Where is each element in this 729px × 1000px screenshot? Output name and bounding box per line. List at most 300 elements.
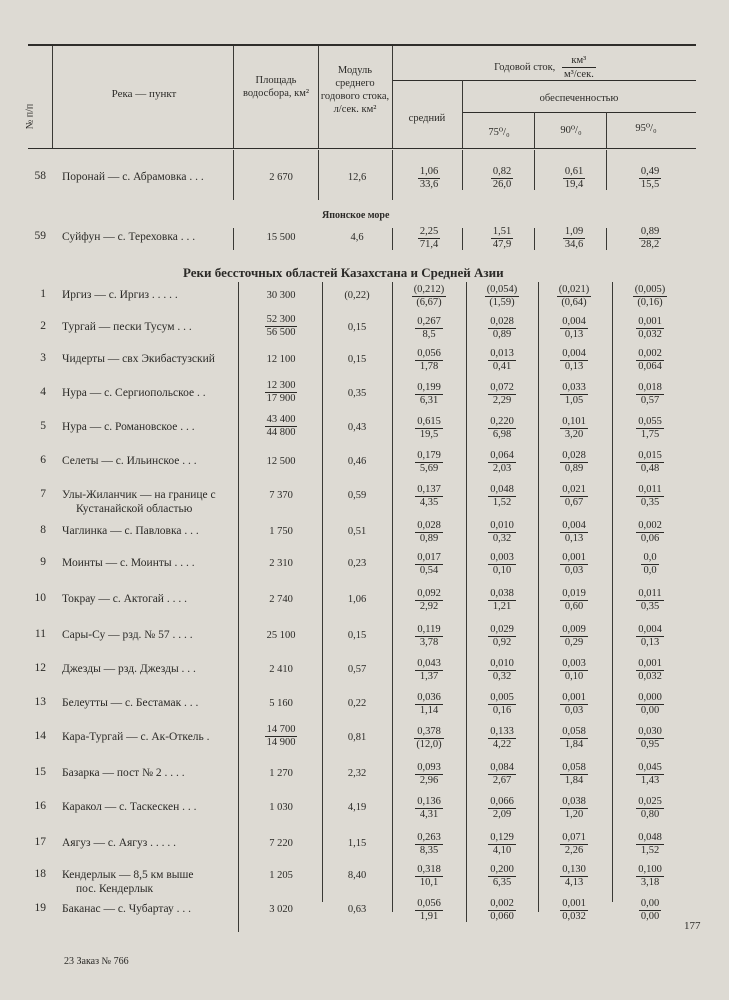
runoff-volume-km3: 0,084 bbox=[490, 762, 514, 773]
sea-subheading: Японское море bbox=[322, 210, 390, 221]
row-number: 7 bbox=[40, 488, 46, 500]
runoff-discharge-m3s: 2,29 bbox=[492, 395, 512, 406]
runoff-discharge-m3s: 0,80 bbox=[640, 809, 660, 820]
runoff-mean-cell bbox=[396, 658, 462, 683]
river-point bbox=[62, 868, 193, 896]
runoff-volume-km3: 0,267 bbox=[417, 316, 441, 327]
row-number: 10 bbox=[34, 592, 46, 604]
module-value: 0,57 bbox=[347, 664, 367, 675]
module-value: 0,22 bbox=[347, 698, 367, 709]
body-divider bbox=[322, 282, 323, 902]
river-line: Базарка — пост № 2 . . . . bbox=[62, 767, 185, 779]
area-value-bottom: 17 900 bbox=[266, 393, 296, 404]
runoff-mean-cell bbox=[396, 624, 462, 649]
row-number: 8 bbox=[40, 524, 46, 536]
river-line: Токрау — с. Актогай . . . . bbox=[62, 593, 187, 605]
river-point bbox=[62, 800, 196, 814]
runoff-discharge-m3s: 0,13 bbox=[640, 637, 660, 648]
runoff-volume-km3: 0,001 bbox=[562, 898, 586, 909]
runoff-volume-km3: 0,119 bbox=[417, 624, 441, 635]
runoff-volume-km3: 0,101 bbox=[562, 416, 586, 427]
runoff-p95-cell bbox=[614, 726, 686, 751]
river-line: Джезды — рзд. Джезды . . . bbox=[62, 663, 196, 675]
runoff-discharge-m3s: 0,41 bbox=[492, 361, 512, 372]
river-point bbox=[62, 556, 195, 570]
runoff-discharge-m3s: 2,67 bbox=[492, 775, 512, 786]
runoff-mean-cell bbox=[396, 348, 462, 373]
row-number: 15 bbox=[34, 766, 46, 778]
runoff-volume-km3: 0,004 bbox=[562, 348, 586, 359]
runoff-volume-km3: 0,018 bbox=[638, 382, 662, 393]
river-point bbox=[62, 420, 195, 434]
runoff-p75-cell bbox=[468, 226, 536, 251]
runoff-discharge-m3s: 2,03 bbox=[492, 463, 512, 474]
runoff-p90-cell bbox=[540, 226, 608, 251]
runoff-p75-cell bbox=[468, 692, 536, 717]
provision-subheader-rule bbox=[462, 112, 696, 113]
runoff-discharge-m3s: 0,67 bbox=[564, 497, 584, 508]
runoff-discharge-m3s: 1,37 bbox=[419, 671, 439, 682]
printer-signature: 23 Заказ № 766 bbox=[64, 956, 129, 967]
header-module: Модуль среднего годового стока, л/сек. км² bbox=[320, 65, 390, 115]
header-mean: средний bbox=[408, 113, 446, 124]
runoff-discharge-m3s: 0,060 bbox=[490, 911, 514, 922]
runoff-p75-cell bbox=[468, 416, 536, 441]
runoff-p90-cell bbox=[540, 552, 608, 577]
module-value: 0,15 bbox=[347, 322, 367, 333]
river-line: Поронай — с. Абрамовка . . . bbox=[62, 171, 204, 183]
runoff-volume-km3: 0,058 bbox=[562, 726, 586, 737]
module-value: 4,6 bbox=[350, 232, 364, 243]
runoff-p95-cell bbox=[614, 484, 686, 509]
area-value: 2 670 bbox=[269, 172, 293, 183]
runoff-p90-cell bbox=[540, 484, 608, 509]
runoff-discharge-m3s: 8,35 bbox=[419, 845, 439, 856]
area-value-bottom: 44 800 bbox=[266, 427, 296, 438]
runoff-volume-km3: 0,002 bbox=[638, 520, 662, 531]
runoff-discharge-m3s: 28,2 bbox=[640, 239, 660, 250]
runoff-mean-cell bbox=[396, 284, 462, 309]
header-75: 75⁰/₀ bbox=[488, 127, 510, 138]
runoff-discharge-m3s: 0,13 bbox=[564, 533, 584, 544]
runoff-volume-km3: 0,220 bbox=[490, 416, 514, 427]
runoff-mean-cell bbox=[396, 520, 462, 545]
runoff-mean-cell bbox=[396, 316, 462, 341]
runoff-volume-km3: 0,021 bbox=[562, 484, 586, 495]
header-divider bbox=[462, 80, 463, 148]
runoff-volume-km3: 0,045 bbox=[638, 762, 662, 773]
area-value: 2 310 bbox=[269, 558, 293, 569]
runoff-p75-cell bbox=[468, 382, 536, 407]
runoff-discharge-m3s: 0,32 bbox=[492, 533, 512, 544]
runoff-discharge-m3s: 19,4 bbox=[564, 179, 584, 190]
runoff-discharge-m3s: 0,10 bbox=[564, 671, 584, 682]
runoff-discharge-m3s: 1,84 bbox=[564, 775, 584, 786]
runoff-volume-km3: 0,011 bbox=[638, 484, 662, 495]
area-value: 12 100 bbox=[266, 354, 296, 365]
header-divider bbox=[534, 112, 535, 148]
table-top-rule bbox=[28, 44, 696, 46]
header-runoff bbox=[400, 54, 690, 81]
row-number: 13 bbox=[34, 696, 46, 708]
runoff-discharge-m3s: 4,13 bbox=[564, 877, 584, 888]
runoff-volume-km3: 0,82 bbox=[492, 166, 512, 177]
runoff-mean-cell bbox=[396, 832, 462, 857]
module-value: 0,51 bbox=[347, 526, 367, 537]
river-line: Нура — с. Романовское . . . bbox=[62, 421, 195, 433]
body-divider bbox=[233, 228, 234, 250]
river-point bbox=[62, 524, 199, 538]
runoff-discharge-m3s: 0,032 bbox=[638, 671, 662, 682]
runoff-p90-cell bbox=[540, 450, 608, 475]
body-divider bbox=[233, 150, 234, 200]
runoff-volume-km3: 0,048 bbox=[490, 484, 514, 495]
runoff-discharge-m3s: 3,78 bbox=[419, 637, 439, 648]
runoff-discharge-m3s: 34,6 bbox=[564, 239, 584, 250]
header-runoff-unit-bottom: м³/сек. bbox=[563, 69, 594, 80]
runoff-discharge-m3s: 0,0 bbox=[643, 565, 657, 576]
runoff-p95-cell bbox=[614, 796, 686, 821]
runoff-discharge-m3s: 0,032 bbox=[562, 911, 586, 922]
runoff-p95-cell bbox=[614, 348, 686, 373]
runoff-volume-km3: 0,133 bbox=[490, 726, 514, 737]
row-number: 16 bbox=[34, 800, 46, 812]
runoff-volume-km3: 0,00 bbox=[640, 898, 660, 909]
river-point bbox=[62, 628, 193, 642]
header-divider bbox=[318, 46, 319, 148]
body-divider bbox=[318, 150, 319, 200]
runoff-volume-km3: 0,038 bbox=[562, 796, 586, 807]
runoff-volume-km3: 0,010 bbox=[490, 658, 514, 669]
runoff-discharge-m3s: 0,03 bbox=[564, 705, 584, 716]
header-number: № п/п bbox=[24, 103, 36, 130]
module-value: 1,15 bbox=[347, 838, 367, 849]
runoff-mean-cell bbox=[396, 484, 462, 509]
runoff-discharge-m3s: 4,22 bbox=[492, 739, 512, 750]
runoff-p75-cell bbox=[468, 864, 536, 889]
header-area: Площадь водосбора, км² bbox=[242, 75, 310, 99]
river-point bbox=[62, 352, 215, 366]
runoff-p90-cell bbox=[540, 348, 608, 373]
runoff-discharge-m3s: 1,52 bbox=[640, 845, 660, 856]
runoff-p75-cell bbox=[468, 588, 536, 613]
runoff-volume-km3: 0,028 bbox=[490, 316, 514, 327]
runoff-discharge-m3s: 0,13 bbox=[564, 329, 584, 340]
river-line: Улы-Жиланчик — на границе с bbox=[62, 489, 216, 501]
runoff-discharge-m3s: (0,16) bbox=[637, 297, 663, 308]
river-point bbox=[62, 696, 198, 710]
runoff-discharge-m3s: 0,60 bbox=[564, 601, 584, 612]
runoff-p90-cell bbox=[540, 316, 608, 341]
runoff-p90-cell bbox=[540, 762, 608, 787]
runoff-p75-cell bbox=[468, 898, 536, 923]
river-line: Чидерты — свх Экибастузский bbox=[62, 353, 215, 365]
river-point bbox=[62, 592, 187, 606]
header-runoff-title: Годовой сток, bbox=[494, 61, 556, 73]
runoff-volume-km3: 0,038 bbox=[490, 588, 514, 599]
header-river: Река — пункт bbox=[111, 88, 177, 100]
runoff-volume-km3: 0,004 bbox=[638, 624, 662, 635]
runoff-p95-cell bbox=[614, 382, 686, 407]
river-line: Суйфун — с. Тереховка . . . bbox=[62, 231, 196, 243]
runoff-discharge-m3s: 0,32 bbox=[492, 671, 512, 682]
runoff-volume-km3: 0,055 bbox=[638, 416, 662, 427]
runoff-volume-km3: 0,017 bbox=[417, 552, 441, 563]
header-divider bbox=[606, 112, 607, 148]
runoff-p75-cell bbox=[468, 796, 536, 821]
runoff-p90-cell bbox=[540, 726, 608, 751]
runoff-mean-cell bbox=[396, 864, 462, 889]
row-number: 18 bbox=[34, 868, 46, 880]
runoff-p90-cell bbox=[540, 898, 608, 923]
runoff-discharge-m3s: 0,89 bbox=[492, 329, 512, 340]
runoff-p75-cell bbox=[468, 762, 536, 787]
runoff-volume-km3: 0,071 bbox=[562, 832, 586, 843]
runoff-discharge-m3s: 2,96 bbox=[419, 775, 439, 786]
runoff-volume-km3: 0,100 bbox=[638, 864, 662, 875]
runoff-volume-km3: 0,136 bbox=[417, 796, 441, 807]
header-90: 90⁰/₀ bbox=[560, 125, 582, 136]
river-point bbox=[62, 454, 197, 468]
runoff-p95-cell bbox=[614, 552, 686, 577]
river-line-continued: Кустанайской областью bbox=[76, 503, 193, 515]
area-value: 30 300 bbox=[266, 290, 296, 301]
runoff-discharge-m3s: 0,57 bbox=[640, 395, 660, 406]
runoff-mean-cell bbox=[396, 726, 462, 751]
runoff-volume-km3: 0,064 bbox=[490, 450, 514, 461]
runoff-p95-cell bbox=[614, 450, 686, 475]
runoff-p90-cell bbox=[540, 382, 608, 407]
runoff-discharge-m3s: 8,5 bbox=[422, 329, 436, 340]
area-value-top: 43 400 bbox=[266, 414, 296, 425]
page-number: 177 bbox=[684, 920, 701, 932]
area-value-top: 52 300 bbox=[266, 314, 296, 325]
runoff-volume-km3: 0,61 bbox=[564, 166, 584, 177]
runoff-volume-km3: 1,09 bbox=[564, 226, 584, 237]
river-line: Белеутты — с. Бестамак . . . bbox=[62, 697, 199, 709]
runoff-p90-cell bbox=[540, 284, 608, 309]
runoff-discharge-m3s: 0,00 bbox=[640, 705, 660, 716]
runoff-discharge-m3s: 26,0 bbox=[492, 179, 512, 190]
runoff-discharge-m3s: 0,35 bbox=[640, 497, 660, 508]
row-number: 5 bbox=[40, 420, 46, 432]
area-value-bottom: 14 900 bbox=[266, 737, 296, 748]
runoff-p90-cell bbox=[540, 520, 608, 545]
runoff-volume-km3: 0,092 bbox=[417, 588, 441, 599]
runoff-mean-cell bbox=[396, 796, 462, 821]
runoff-p75-cell bbox=[468, 316, 536, 341]
header-divider bbox=[52, 46, 53, 148]
runoff-discharge-m3s: 1,43 bbox=[640, 775, 660, 786]
runoff-volume-km3: 0,0 bbox=[643, 552, 657, 563]
runoff-discharge-m3s: 0,35 bbox=[640, 601, 660, 612]
module-value: 1,06 bbox=[347, 594, 367, 605]
row-number: 2 bbox=[40, 320, 46, 332]
runoff-discharge-m3s: 15,5 bbox=[640, 179, 660, 190]
runoff-volume-km3: 0,005 bbox=[490, 692, 514, 703]
runoff-discharge-m3s: 0,89 bbox=[564, 463, 584, 474]
river-line: Иргиз — с. Иргиз . . . . . bbox=[62, 289, 178, 301]
body-divider bbox=[612, 282, 613, 902]
runoff-volume-km3: 0,033 bbox=[562, 382, 586, 393]
runoff-volume-km3: 0,011 bbox=[638, 588, 662, 599]
runoff-discharge-m3s: 2,09 bbox=[492, 809, 512, 820]
runoff-discharge-m3s: 1,91 bbox=[419, 911, 439, 922]
runoff-p90-cell bbox=[540, 588, 608, 613]
runoff-discharge-m3s: 0,00 bbox=[640, 911, 660, 922]
river-point bbox=[62, 902, 191, 916]
runoff-discharge-m3s: 0,48 bbox=[640, 463, 660, 474]
runoff-volume-km3: 0,49 bbox=[640, 166, 660, 177]
runoff-volume-km3: 1,06 bbox=[419, 166, 439, 177]
area-value: 25 100 bbox=[266, 630, 296, 641]
runoff-volume-km3: 0,093 bbox=[417, 762, 441, 773]
runoff-volume-km3: (0,054) bbox=[486, 284, 518, 295]
runoff-volume-km3: 0,010 bbox=[490, 520, 514, 531]
header-divider bbox=[392, 46, 393, 148]
runoff-volume-km3: 0,200 bbox=[490, 864, 514, 875]
runoff-volume-km3: 0,004 bbox=[562, 520, 586, 531]
river-line: Кендерлык — 8,5 км выше bbox=[62, 869, 194, 881]
runoff-mean-cell bbox=[396, 552, 462, 577]
area-value: 1 750 bbox=[269, 526, 293, 537]
runoff-p95-cell bbox=[614, 832, 686, 857]
runoff-p95-cell bbox=[614, 166, 686, 191]
row-number: 58 bbox=[34, 170, 46, 182]
runoff-mean-cell bbox=[396, 692, 462, 717]
runoff-volume-km3: 0,056 bbox=[417, 348, 441, 359]
row-number: 11 bbox=[34, 628, 46, 640]
runoff-p75-cell bbox=[468, 520, 536, 545]
runoff-volume-km3: 0,036 bbox=[417, 692, 441, 703]
body-divider bbox=[392, 282, 393, 912]
runoff-p90-cell bbox=[540, 416, 608, 441]
runoff-discharge-m3s: 4,31 bbox=[419, 809, 439, 820]
runoff-p95-cell bbox=[614, 762, 686, 787]
module-value: 0,59 bbox=[347, 490, 367, 501]
runoff-p90-cell bbox=[540, 832, 608, 857]
runoff-discharge-m3s: (12,0) bbox=[416, 739, 442, 750]
river-point bbox=[62, 766, 185, 780]
runoff-volume-km3: 0,001 bbox=[638, 316, 662, 327]
runoff-volume-km3: 0,002 bbox=[638, 348, 662, 359]
runoff-volume-km3: 0,029 bbox=[490, 624, 514, 635]
runoff-p75-cell bbox=[468, 552, 536, 577]
runoff-p90-cell bbox=[540, 624, 608, 649]
runoff-p95-cell bbox=[614, 316, 686, 341]
row-number: 4 bbox=[40, 386, 46, 398]
area-value: 1 030 bbox=[269, 802, 293, 813]
river-point bbox=[62, 836, 176, 850]
runoff-volume-km3: 1,51 bbox=[492, 226, 512, 237]
runoff-p90-cell bbox=[540, 166, 608, 191]
river-line: Баканас — с. Чубартау . . . bbox=[62, 903, 192, 915]
row-number: 9 bbox=[40, 556, 46, 568]
area-value: 15 500 bbox=[266, 232, 296, 243]
runoff-volume-km3: 0,89 bbox=[640, 226, 660, 237]
area-value: 7 220 bbox=[269, 838, 293, 849]
runoff-mean-cell bbox=[396, 588, 462, 613]
row-number: 3 bbox=[40, 352, 46, 364]
area-value: 7 370 bbox=[269, 490, 293, 501]
module-value: 2,32 bbox=[347, 768, 367, 779]
runoff-volume-km3: 0,066 bbox=[490, 796, 514, 807]
runoff-discharge-m3s: 1,75 bbox=[640, 429, 660, 440]
runoff-volume-km3: 0,013 bbox=[490, 348, 514, 359]
body-divider bbox=[238, 282, 239, 932]
row-number: 59 bbox=[34, 230, 46, 242]
area-value: 1 205 bbox=[269, 870, 293, 881]
river-line-continued: пос. Кендерлык bbox=[76, 883, 154, 895]
runoff-volume-km3: 0,001 bbox=[638, 658, 662, 669]
runoff-volume-km3: 0,003 bbox=[490, 552, 514, 563]
runoff-discharge-m3s: 0,95 bbox=[640, 739, 660, 750]
runoff-discharge-m3s: 0,064 bbox=[638, 361, 662, 372]
runoff-discharge-m3s: 4,35 bbox=[419, 497, 439, 508]
runoff-discharge-m3s: 6,35 bbox=[492, 877, 512, 888]
runoff-discharge-m3s: 47,9 bbox=[492, 239, 512, 250]
area-value: 2 740 bbox=[269, 594, 293, 605]
river-point bbox=[62, 730, 210, 744]
runoff-volume-km3: 0,048 bbox=[638, 832, 662, 843]
runoff-p75-cell bbox=[468, 284, 536, 309]
runoff-volume-km3: 0,003 bbox=[562, 658, 586, 669]
runoff-discharge-m3s: 0,10 bbox=[492, 565, 512, 576]
module-value: 0,23 bbox=[347, 558, 367, 569]
river-point bbox=[62, 662, 196, 676]
module-value: 0,46 bbox=[347, 456, 367, 467]
runoff-p75-cell bbox=[468, 832, 536, 857]
header-provision: обеспеченностью bbox=[539, 93, 619, 104]
runoff-volume-km3: 0,056 bbox=[417, 898, 441, 909]
runoff-volume-km3: 0,004 bbox=[562, 316, 586, 327]
runoff-discharge-m3s: 0,03 bbox=[564, 565, 584, 576]
runoff-volume-km3: 0,130 bbox=[562, 864, 586, 875]
header-divider bbox=[233, 46, 234, 148]
runoff-discharge-m3s: 0,29 bbox=[564, 637, 584, 648]
runoff-volume-km3: 0,002 bbox=[490, 898, 514, 909]
runoff-volume-km3: 0,129 bbox=[490, 832, 514, 843]
runoff-mean-cell bbox=[396, 762, 462, 787]
runoff-discharge-m3s: 0,54 bbox=[419, 565, 439, 576]
runoff-p95-cell bbox=[614, 864, 686, 889]
runoff-p95-cell bbox=[614, 898, 686, 923]
runoff-discharge-m3s: 1,84 bbox=[564, 739, 584, 750]
module-value: 0,63 bbox=[347, 904, 367, 915]
runoff-discharge-m3s: 3,18 bbox=[640, 877, 660, 888]
body-divider bbox=[462, 228, 463, 250]
runoff-mean-cell bbox=[396, 226, 462, 251]
module-value: 12,6 bbox=[347, 172, 367, 183]
area-value-top: 12 300 bbox=[266, 380, 296, 391]
runoff-discharge-m3s: 0,13 bbox=[564, 361, 584, 372]
runoff-p95-cell bbox=[614, 624, 686, 649]
runoff-volume-km3: 0,263 bbox=[417, 832, 441, 843]
runoff-volume-km3: 0,043 bbox=[417, 658, 441, 669]
runoff-p75-cell bbox=[468, 658, 536, 683]
runoff-p95-cell bbox=[614, 416, 686, 441]
river-point bbox=[62, 488, 216, 516]
runoff-discharge-m3s: 6,98 bbox=[492, 429, 512, 440]
body-divider bbox=[392, 150, 393, 200]
runoff-p95-cell bbox=[614, 588, 686, 613]
runoff-discharge-m3s: 0,06 bbox=[640, 533, 660, 544]
area-value: 12 500 bbox=[266, 456, 296, 467]
runoff-discharge-m3s: 1,52 bbox=[492, 497, 512, 508]
runoff-discharge-m3s: 4,10 bbox=[492, 845, 512, 856]
runoff-p75-cell bbox=[468, 166, 536, 191]
river-line: Моинты — с. Моинты . . . . bbox=[62, 557, 195, 569]
